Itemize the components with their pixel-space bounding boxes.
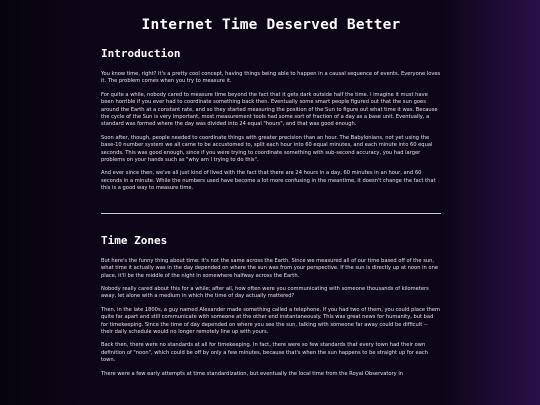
paragraph: For quite a while, nobody cared to measure time beyond the fact that it gets dark outside half the time. I imagine it must have been horrible if you ever had to coordinate something back then. Eventually some smart people figured out that the sun goes around the Earth at a constant rate, and so they started measuring the position of the Sun to figure out what time it was. Because the cycle of the Sun is very important, most measurement tools had some sort of fraction of a day as a base unit. Eventually, a standard was formed where the day was divided into 24 equal "hours", and that was good enough. <box>101 91 438 128</box>
article <box>101 0 441 378</box>
paragraph: But here's the funny thing about time: it's not the same across the Earth. Since we measured all of our time based off of the sun, what time it actually was in the day depended on where the sun was from your perspective. If the sun is directly up at noon in one place, it'll be the middle of the night in somewhere halfway across the Earth. <box>101 257 438 279</box>
section-heading-time-zones: Time Zones <box>101 233 168 247</box>
paragraph: And ever since then, we've all just kind of lived with the fact that there are 24 hours in a day, 60 minutes in an hour, and 60 seconds in a minute. While the numbers used have become a lot more confusing in the meantime, it doesn't change the fact that this is a good way to measure time. <box>101 170 436 192</box>
paragraph: Nobody really cared about this for a while; after all, how often were you communicating with someone thousands of kilometers away, let alone with a medium in which the time of day actually mattered? <box>101 285 429 300</box>
paragraph: There were a few early attempts at time standardization, but eventually the local time from the Royal Observatory in <box>101 370 404 377</box>
paragraph: You know time, right? It's a pretty cool concept, having things being able to happen in a causal sequence of events. Everyone loves it. The problem comes when you try to measure it. <box>101 71 441 85</box>
section-time-zones <box>101 234 441 378</box>
paragraph: Then, in the late 1800s, a guy named Alexander made something called a telephone. If you had two of them, you could place them quite far apart and still communicate with someone at the other end instantaneously. This was great news for humanity, but bad for timekeeping. Since the time of day depended on where you see the sun, talking with someone far away could be difficult -- their daily schedule would no longer remotely line up with yours. <box>101 306 441 335</box>
section-heading-introduction: Introduction <box>101 47 181 60</box>
section-divider <box>101 213 441 214</box>
paragraph: Soon after, though, people needed to coordinate things with greater precision than an hour. The Babylonians, not yet using the base-10 number system we all came to be accustomed to, split each hour into 60 equal minutes, and each minute into 60 equal seconds. This was good enough, since if you were trying to coordinate something with sub-second accuracy, you had larger problems on your hands such as "why am I trying to do this". <box>101 134 433 164</box>
page-title: Internet Time Deserved Better <box>141 17 401 33</box>
paragraph: Back then, there were no standards at all for timekeeping. In fact, there were so few standards that every town had their own definition of "noon", which could be off by only a few minutes, because that's when the sun happens to be straight up for each town. <box>101 342 428 364</box>
section-introduction <box>101 47 441 193</box>
